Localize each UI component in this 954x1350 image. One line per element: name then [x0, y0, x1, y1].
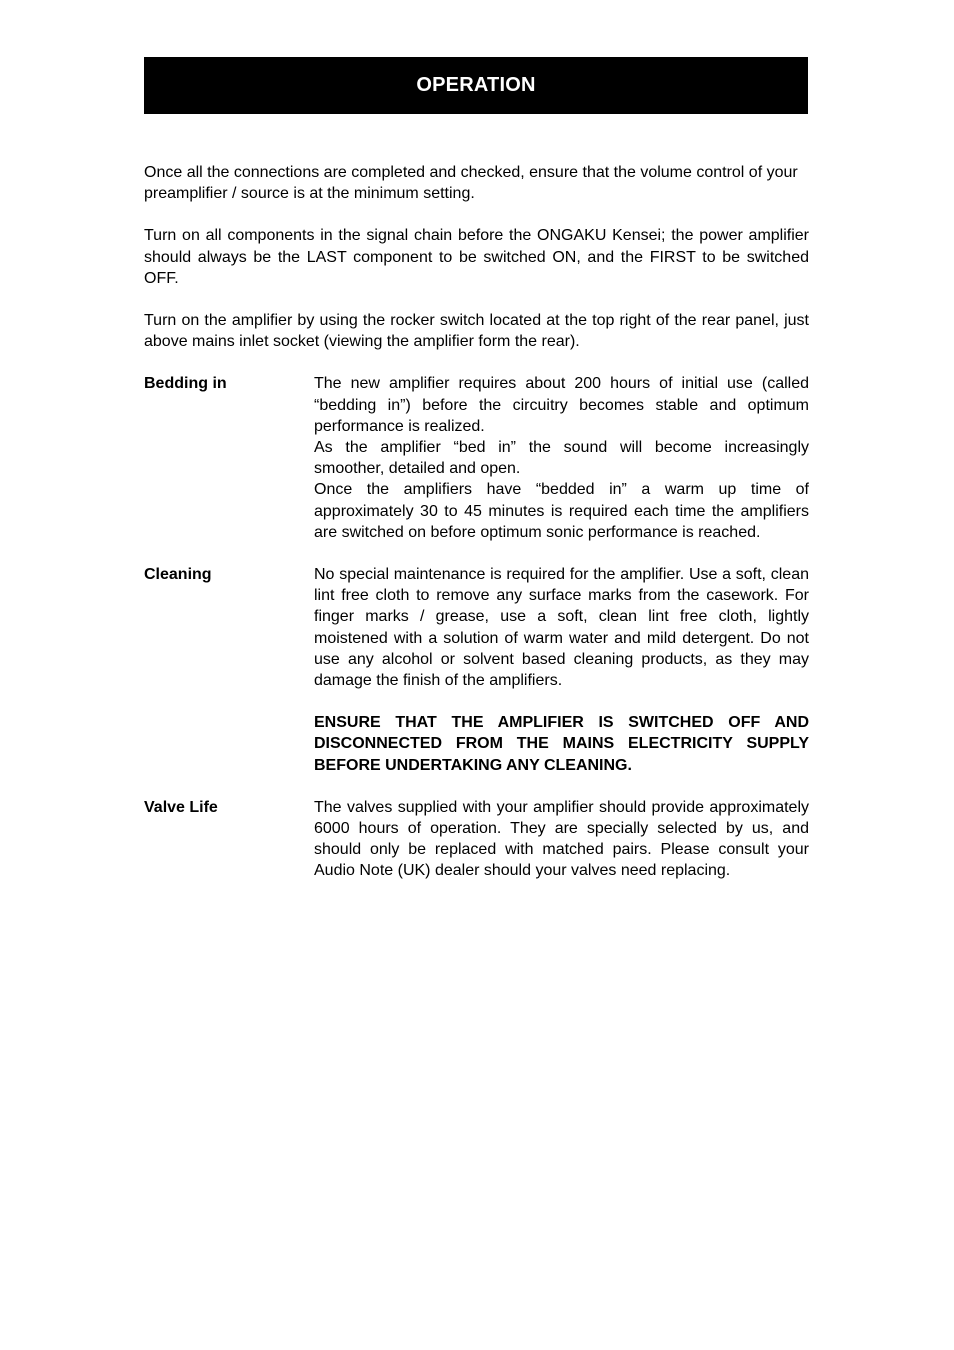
section-bedding-in	[144, 373, 809, 543]
section-body-cleaning	[314, 564, 809, 776]
section-label-cleaning: Cleaning	[144, 566, 212, 584]
bedding-paragraph-3: Once the amplifiers have “bedded in” a warm up time of approximately 30 to 45 minutes is required each time the amplifiers are switched on before optimum sonic performance is reached.	[314, 481, 809, 541]
bedding-paragraph-1: The new amplifier requires about 200 hours of initial use (called “bedding in”) before the circuitry becomes stable and optimum performance is realized.	[314, 375, 809, 435]
cleaning-warning: ENSURE THAT THE AMPLIFIER IS SWITCHED OFF AND DISCONNECTED FROM THE MAINS ELECTRICITY SUPPLY BEFORE UNDERTAKING ANY CLEANING.	[314, 714, 809, 774]
section-cleaning	[144, 564, 809, 776]
intro-paragraph-2: Turn on all components in the signal chain before the ONGAKU Kensei; the power amplifier should always be the LAST component to be switched ON, and the FIRST to be switched OFF.	[144, 227, 809, 287]
cleaning-paragraph: No special maintenance is required for the amplifier. Use a soft, clean lint free cloth to remove any surface marks from the casework. For finger marks / grease, use a soft, clean lint free cloth, lightly moistened with a solution of warm water and mild detergent. Do not use any alcohol or solvent based cleaning products, as they may damage the finish of the amplifiers.	[314, 566, 809, 690]
section-valve-life	[144, 797, 809, 882]
section-label-valve-life: Valve Life	[144, 798, 218, 816]
bedding-paragraph-2: As the amplifier “bed in” the sound will become increasingly smoother, detailed and open.	[314, 439, 809, 478]
page-title-bar	[144, 57, 808, 114]
section-label-bedding-in: Bedding in	[144, 375, 227, 393]
valve-life-paragraph: The valves supplied with your amplifier should provide approximately 6000 hours of operation. They are specially selected by us, and should only be replaced with matched pairs. Please consult your Audio Note (UK) dealer should your valves need replacing.	[314, 798, 809, 880]
intro-paragraph-3: Turn on the amplifier by using the rocker switch located at the top right of the rear panel, just above mains inlet socket (viewing the amplifier form the rear).	[144, 312, 809, 351]
intro-paragraph-1: Once all the connections are completed and checked, ensure that the volume control of your preamplifier / source is at the minimum setting.	[144, 164, 798, 203]
section-body-valve-life	[314, 797, 809, 882]
page-title: OPERATION	[416, 74, 536, 96]
section-body-bedding-in	[314, 373, 809, 543]
document-body	[144, 162, 809, 882]
document-page	[144, 57, 809, 882]
